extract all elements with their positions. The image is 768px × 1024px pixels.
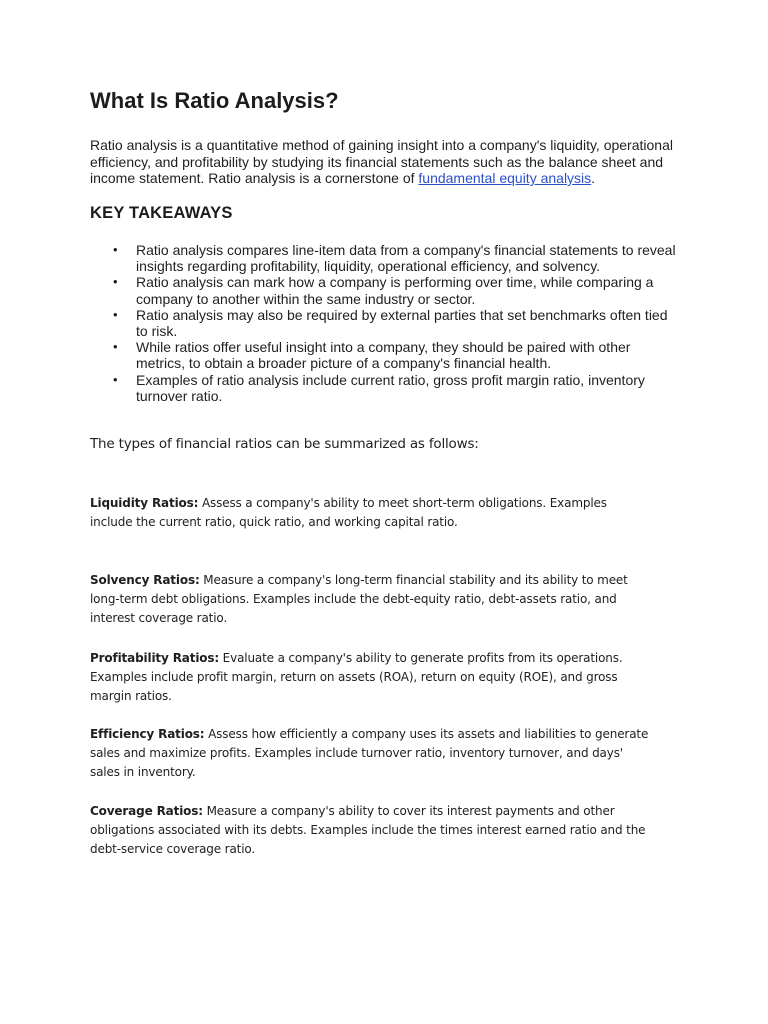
takeaway-item bbox=[90, 274, 680, 306]
takeaway-item bbox=[90, 242, 680, 274]
profitability-ratios-paragraph bbox=[90, 649, 650, 706]
solvency-ratios-paragraph bbox=[90, 571, 650, 628]
takeaway-text: Ratio analysis may also be required by external parties that set benchmarks often tied to risk. bbox=[136, 306, 668, 340]
key-takeaways-list bbox=[90, 242, 680, 404]
key-takeaways-heading: KEY TAKEAWAYS bbox=[90, 204, 233, 222]
ratio-description: Measure a company's long-term financial stability and its ability to meet long-term debt obligations. Examples include the debt-equity ratio, debt-assets ratio, and interest coverage ratio. bbox=[90, 573, 628, 625]
takeaway-text: While ratios offer useful insight into a company, they should be paired with other metrics, to obtain a broader picture of a company's financial health. bbox=[136, 339, 631, 372]
bullet-icon: • bbox=[113, 371, 118, 387]
ratio-description: Evaluate a company's ability to generate profits from its operations. Examples include profit margin, return on assets (ROA), return on equity (ROE), and gross margin ratios. bbox=[90, 651, 623, 703]
ratio-name: Efficiency Ratios: bbox=[90, 727, 205, 741]
ratio-description: Assess a company's ability to meet short-term obligations. Examples include the current ratio, quick ratio, and working capital ratio. bbox=[90, 496, 607, 529]
ratio-name: Liquidity Ratios: bbox=[90, 496, 199, 510]
takeaway-text: Examples of ratio analysis include current ratio, gross profit margin ratio, inventory turnover ratio. bbox=[136, 371, 645, 404]
ratio-description: Assess how efficiently a company uses its assets and liabilities to generate sales and maximize profits. Examples include turnover ratio, inventory turnover, and days' sales in inventory. bbox=[90, 727, 649, 779]
liquidity-ratios-paragraph bbox=[90, 494, 650, 532]
intro-text-end: . bbox=[591, 170, 596, 186]
takeaway-text: Ratio analysis compares line-item data from a company's financial statements to reveal insights regarding profitability, liquidity, operational efficiency, and solvency. bbox=[136, 242, 676, 275]
summary-lead: The types of financial ratios can be summarized as follows: bbox=[90, 436, 479, 452]
ratio-name: Solvency Ratios: bbox=[90, 573, 200, 587]
efficiency-ratios-paragraph bbox=[90, 725, 650, 782]
bullet-icon: • bbox=[113, 242, 118, 257]
ratio-description: Measure a company's ability to cover its interest payments and other obligations associated with its debts. Examples include the times interest earned ratio and the debt-service coverage ratio. bbox=[90, 804, 646, 856]
page-title: What Is Ratio Analysis? bbox=[90, 88, 339, 113]
bullet-icon: • bbox=[113, 339, 118, 355]
ratio-name: Coverage Ratios: bbox=[90, 804, 203, 818]
intro-paragraph bbox=[90, 137, 680, 187]
takeaway-item bbox=[90, 372, 680, 404]
takeaway-item bbox=[90, 307, 680, 339]
bullet-icon: • bbox=[113, 274, 118, 290]
fundamental-equity-analysis-link[interactable]: fundamental equity analysis bbox=[418, 170, 592, 186]
coverage-ratios-paragraph bbox=[90, 802, 650, 859]
bullet-icon: • bbox=[113, 306, 118, 322]
takeaway-item bbox=[90, 339, 680, 371]
ratio-name: Profitability Ratios: bbox=[90, 651, 220, 665]
intro-text: Ratio analysis is a quantitative method of gaining insight into a company's liquidity, operational efficiency, and profitability by studying its financial statements such as the balance sheet and income statement. Ratio analysis is a cornerstone of bbox=[90, 137, 673, 186]
takeaway-text: Ratio analysis can mark how a company is performing over time, while comparing a company to another within the same industry or sector. bbox=[136, 274, 654, 307]
